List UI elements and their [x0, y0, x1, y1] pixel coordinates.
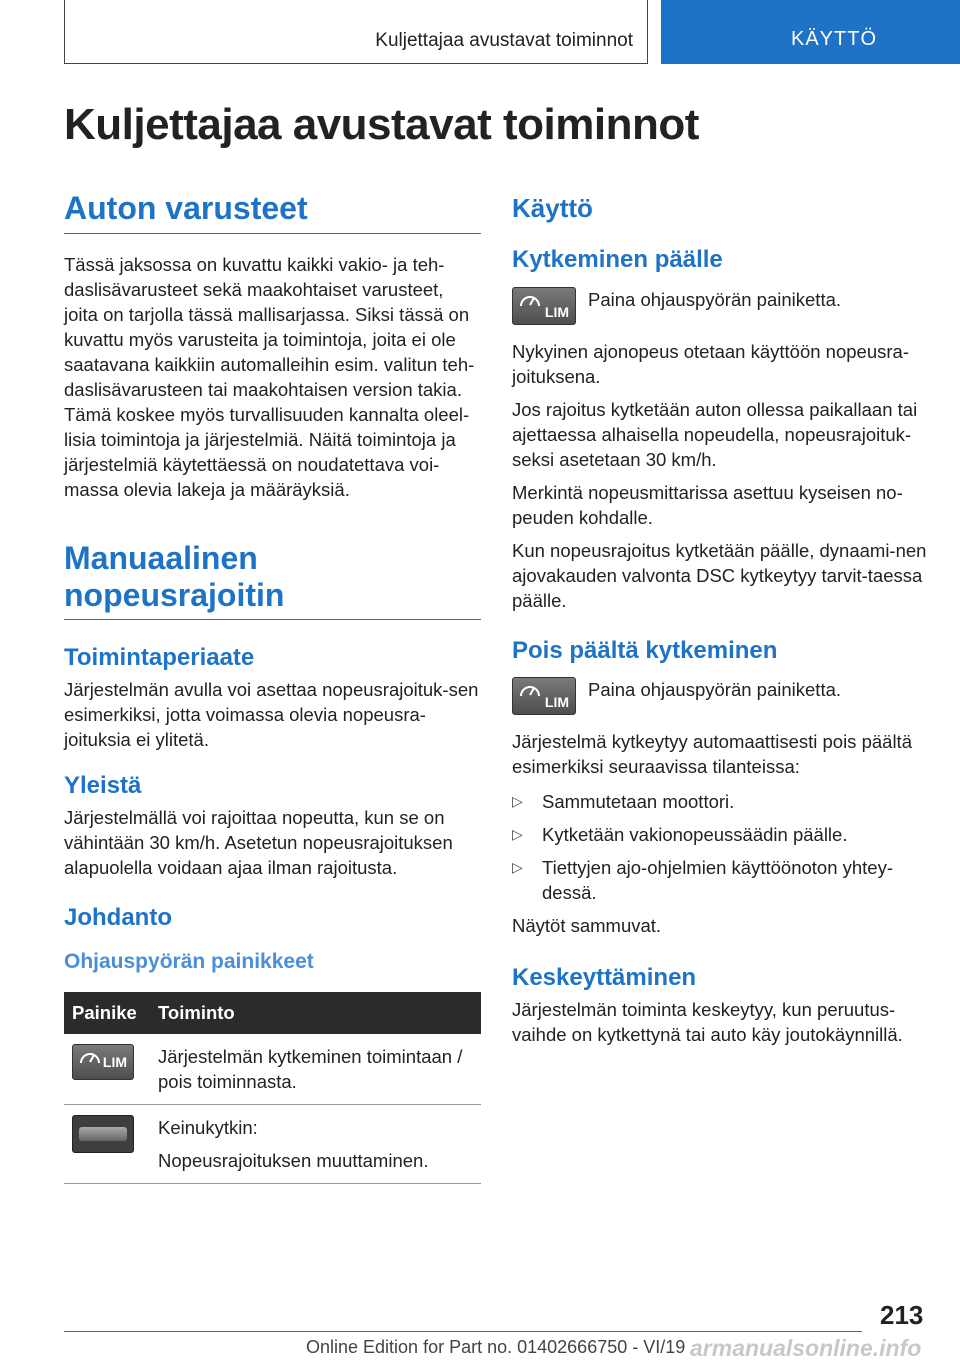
interrupt-text: Järjestelmän toiminta keskeytyy, kun peruutus-vaihde on kytkettynä tai auto käy joutokäynnillä. [512, 999, 903, 1046]
table-row [64, 1034, 481, 1105]
lim-button-icon [512, 287, 576, 325]
heading-steering-buttons: Ohjauspyörän painikkeet [64, 949, 314, 973]
footer-edition: Online Edition for Part no. 01402666750 - VI/19 [306, 1337, 686, 1357]
equipment-text: Tässä jaksossa on kuvattu kaikki vakio- ja teh-daslisävarusteet sekä maakohtaiset varusteet, joita on tarjolla tässä mallisarjassa. Siksi tässä on kuvattu myös varusteita ja toimintoja, joita ei ole saatavana kaikkiin automalleihin esim. valitun teh-daslisävarusteen tai maakohtaisen version takia. Tämä koskee myös turvallisuuden kannalta oleel-lisia toimintoja ja järjestelmiä. Näitä toimintoja ja järjestelmiä käytettäessä on noudatettava voi-massa olevia lakeja ja määräyksiä. [64, 253, 475, 500]
table-header-row [64, 992, 481, 1034]
left-column [64, 190, 481, 1184]
switch-off-paragraph: Näytöt sammuvat. [512, 915, 662, 937]
general-text: Järjestelmällä voi rajoittaa nopeutta, kun se on vähintään 30 km/h. Asetetun nopeusrajoituksen alapuolella voidaan ajaa ilman rajoitusta. [64, 806, 453, 878]
heading-switch-on: Kytkeminen päälle [512, 245, 723, 273]
lim-label: LIM [102, 1053, 127, 1070]
switch-on-paragraph: Jos rajoitus kytketään auton ollessa paikallaan tai ajettaessa alhaisella nopeudella, nopeusrajoituk-seksi asetetaan 30 km/h. [512, 398, 918, 470]
header-tab[interactable] [661, 0, 960, 64]
heading-operation: Käyttö [512, 193, 593, 223]
footer-divider [64, 1331, 862, 1332]
page-title: Kuljettajaa avustavat toiminnot [64, 100, 699, 149]
heading-general: Yleistä [64, 772, 142, 800]
heading-switch-off: Pois päältä kytkeminen [512, 636, 778, 664]
table-cell-function: Järjestelmän kytkeminen toimintaan / pois toiminnasta. [150, 1034, 481, 1105]
list-item: ▷ Sammutetaan moottori. [512, 791, 735, 813]
heading-intro: Johdanto [64, 903, 172, 931]
table-header-button: Painike [64, 992, 150, 1034]
table-row [64, 1104, 481, 1183]
triangle-bullet-icon: ▷ [512, 826, 523, 843]
press-button-text: Paina ohjauspyörän painiketta. [588, 679, 842, 701]
heading-equipment: Auton varusteet [64, 190, 481, 234]
pointing-hand-icon [0, 0, 26, 26]
press-button-text: Paina ohjauspyörän painiketta. [588, 288, 842, 310]
header-section-title: Kuljettajaa avustavat toiminnot [375, 30, 633, 51]
table-cell-rocker-label: Keinukytkin: [158, 1116, 258, 1138]
triangle-bullet-icon: ▷ [512, 859, 523, 876]
header-section-box [64, 0, 648, 64]
switch-on-paragraph: Nykyinen ajonopeus otetaan käyttöön nopeusra-joituksena. [512, 340, 909, 387]
switch-off-instruction [512, 677, 932, 715]
right-column [512, 190, 932, 1047]
table-cell-rocker-function: Nopeusrajoituksen muuttaminen. [158, 1149, 429, 1171]
page-number: 213 [880, 1300, 924, 1330]
heading-limiter: Manuaalinen nopeusrajoitin [64, 540, 481, 621]
lim-button-icon [512, 677, 576, 715]
header-tab-label: KÄYTTÖ [791, 28, 878, 50]
switch-on-paragraph: Merkintä nopeusmittarissa asettuu kyseisen no-peuden kohdalle. [512, 481, 903, 528]
list-item: ▷ Tiettyjen ajo-ohjelmien käyttöönoton yhtey-dessä. [512, 857, 894, 904]
buttons-table [64, 992, 481, 1184]
table-header-function: Toiminto [150, 992, 481, 1034]
rocker-switch-icon [72, 1115, 134, 1153]
heading-principle: Toimintaperiaate [64, 644, 255, 672]
triangle-bullet-icon: ▷ [512, 793, 523, 810]
principle-text: Järjestelmän avulla voi asettaa nopeusrajoituk-sen esimerkiksi, jotta voimassa olevia nopeusra-joituksia ei ylitetä. [64, 679, 479, 751]
switch-off-paragraph: Järjestelmä kytkeytyy automaattisesti pois päältä esimerkiksi seuraavissa tilanteissa: [512, 731, 912, 778]
heading-interrupt: Keskeyttäminen [512, 964, 697, 992]
switch-off-list [512, 789, 932, 905]
lim-label: LIM [544, 694, 569, 711]
switch-on-paragraph: Kun nopeusrajoitus kytketään päälle, dynaami-nen ajovakauden valvonta DSC kytkeytyy tarvit-taessa päälle. [512, 539, 927, 611]
lim-label: LIM [544, 303, 569, 320]
lim-button-icon [72, 1044, 134, 1080]
switch-on-instruction [512, 287, 932, 325]
watermark: armanualsonline.info [690, 1335, 922, 1361]
list-item: ▷ Kytketään vakionopeussäädin päälle. [512, 824, 848, 846]
